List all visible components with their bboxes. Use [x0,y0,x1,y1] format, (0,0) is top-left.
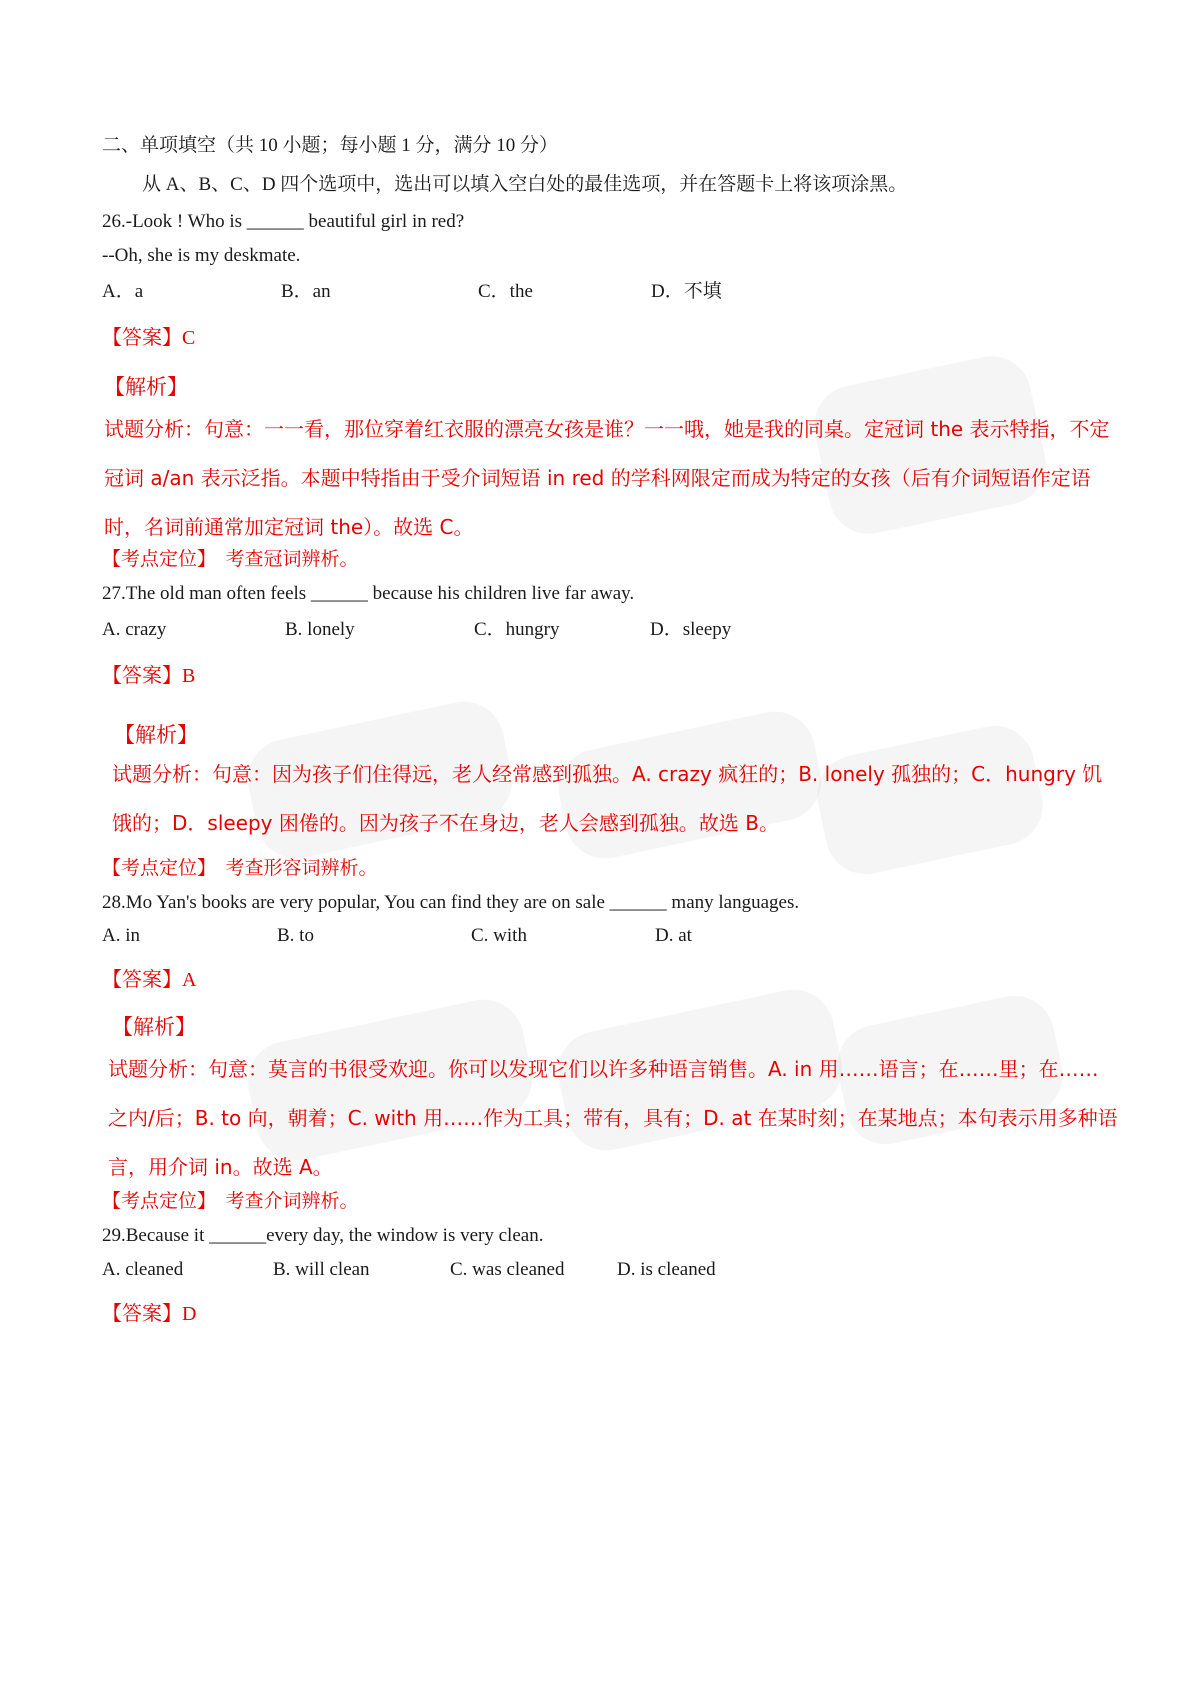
answer-line [102,664,195,688]
kaodian-line [102,857,378,881]
analysis-text: 试题分析：句意：莫言的书很受欢迎。你可以发现它们以许多种语言销售。A. in 用……语言；在……里；在……之内/后；B. to 向，朝着；C. with 用……作为工具；带有，具有；D. at 在某时刻；在某地点；本句表示用多种语言，用介词 in。故选 A。 [108,1057,1118,1179]
option-a: A. cleaned [102,1259,184,1280]
question-stem: 26.-Look ! Who is ______ beautiful girl in red? [102,211,465,232]
answer-line [102,968,196,992]
analysis-text: 试题分析：句意：一一看，那位穿着红衣服的漂亮女孩是谁？一一哦，她是我的同桌。定冠词 the 表示特指，不定冠词 a/an 表示泛指。本题中特指由于受介词短语 in red 的学科网限定而成为特定的女孩（后有介词短语作定语时，名词前通常加定冠词 the）。故选 C。 [104,417,1110,539]
option-d: D. at [655,925,692,946]
kaodian-label: 【考点定位】 [102,1191,217,1212]
option-a: A. in [102,925,140,946]
question-stem: 29.Because it ______every day, the window is very clean. [102,1225,544,1246]
kaodian-value: 考查形容词辨析。 [225,858,378,879]
section-title: 二、单项填空（共 10 小题；每小题 1 分，满分 10 分） [102,135,559,156]
answer-label: 【答案】 [102,327,182,349]
analysis-label: 【解析】 [112,1015,196,1039]
option-d: D．sleepy [650,619,732,640]
question-stem: 28.Mo Yan's books are very popular, You can find they are on sale ______ many languages. [102,892,800,913]
kaodian-line [102,1190,359,1214]
question-stem-reply: --Oh, she is my deskmate. [102,245,301,266]
answer-line [102,326,195,350]
option-a: A. crazy [102,619,167,640]
answer-label: 【答案】 [102,665,182,687]
option-c: C. with [471,925,527,946]
option-b: B. lonely [285,619,355,640]
answer-value: A [182,969,197,991]
option-d: D. is cleaned [617,1259,716,1280]
option-c: C．hungry [474,619,560,640]
question-stem: 27.The old man often feels ______ because his children live far away. [102,583,635,604]
analysis-text: 试题分析：句意：因为孩子们住得远，老人经常感到孤独。A. crazy 疯狂的；B. lonely 孤独的；C．hungry 饥饿的；D．sleepy 困倦的。因为孩子不在身边，老人会感到孤独。故选 B。 [112,762,1103,835]
answer-value: B [182,665,196,687]
option-b: B．an [281,281,331,302]
analysis-label: 【解析】 [104,375,188,399]
option-b: B. to [277,925,314,946]
option-a: A．a [102,281,144,302]
answer-label: 【答案】 [102,969,182,991]
option-c: C．the [478,281,533,302]
answer-value: D [182,1303,197,1325]
section-instruction: 从 A、B、C、D 四个选项中，选出可以填入空白处的最佳选项，并在答题卡上将该项涂黑。 [142,174,908,195]
analysis-label: 【解析】 [114,723,198,747]
answer-label: 【答案】 [102,1303,182,1325]
option-d: D．不填 [651,281,722,302]
kaodian-value: 考查介词辨析。 [225,1191,359,1212]
answer-line [102,1302,196,1326]
kaodian-label: 【考点定位】 [102,549,217,570]
answer-value: C [182,327,196,349]
option-b: B. will clean [273,1259,370,1280]
kaodian-label: 【考点定位】 [102,858,217,879]
kaodian-value: 考查冠词辨析。 [225,549,359,570]
kaodian-line [102,548,359,572]
option-c: C. was cleaned [450,1259,565,1280]
